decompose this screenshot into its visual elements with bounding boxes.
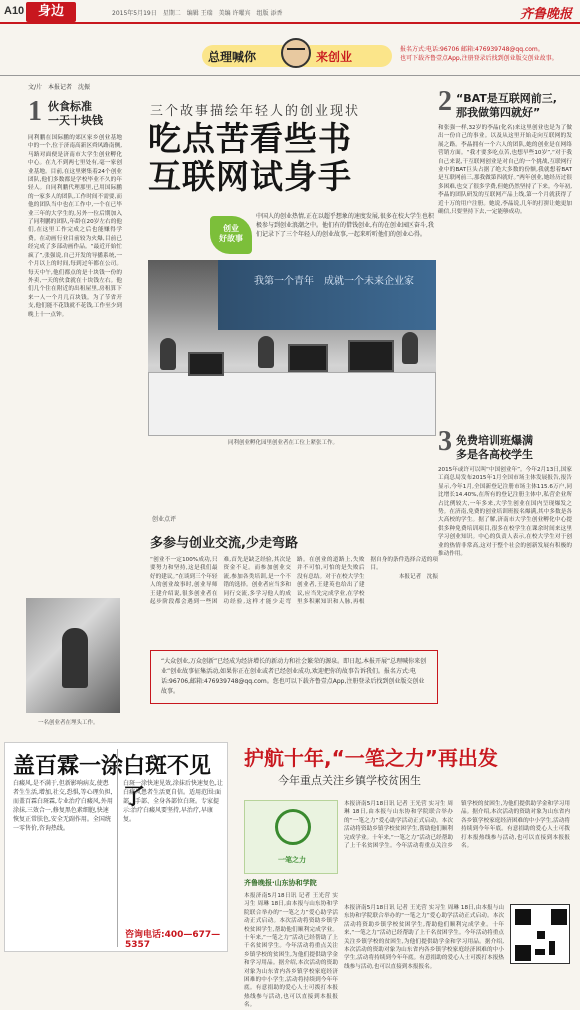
badge-label: 创业 好故事 (219, 224, 243, 243)
newspaper-logo: 齐鲁晚报 (519, 7, 572, 22)
worker-photo (26, 598, 120, 713)
notice-text: “大众创业,万众创新”已经成为经济增长的新动力和社会繁荣的源泉。即日起,本报开展“总理喊你来创业”创业故事征集活动,如果你正在创业或者已经创业成功,欢迎把你的故事告诉我们。报名方式:电话:96706,邮箱:476939748@qq.com。您也可以下载齐鲁壹点App,注册登录后找到创业版交创业故事。 (161, 658, 427, 695)
divider (0, 75, 580, 76)
photo-caption: 一名创业者在埋头工作。 (38, 720, 99, 726)
person-silhouette (160, 338, 176, 370)
page-headline: 吃点苦看些书 互联网试身手 (148, 119, 352, 196)
commentary-body (150, 556, 438, 638)
ad-title-left: 盖百霖一涂 (13, 754, 124, 779)
photo-desk (148, 372, 436, 436)
page-header (0, 0, 580, 24)
issue-meta: 2015年5月19日 星期二 编辑 王瑞 美编 许曜宾 组版 添香 (112, 10, 283, 17)
banner-info-line: 也可下载齐鲁壹点App,注册登录后找到创业版交创业故事。 (400, 55, 558, 62)
advert-box[interactable] (4, 742, 228, 952)
story2-organizers: 齐鲁晚报·山东协和学院 (244, 879, 317, 887)
photo-caption: 同利创业孵化园里创业者在工位上紧张工作。 (228, 440, 339, 446)
person-silhouette (258, 336, 274, 368)
section-number: 3 (438, 426, 452, 457)
section-title: 伙食标准 一天十块钱 (48, 100, 103, 127)
photo-monitor (188, 352, 224, 376)
person-silhouette (62, 628, 88, 688)
byline: 文/片 本报记者 沈振 (28, 84, 91, 91)
banner-info (400, 45, 558, 63)
wall-slogan: 我第一个青年 成就一个未来企业家 (254, 276, 414, 287)
section-number: 1 (28, 96, 42, 127)
commentary-headline: 多参与创业交流,少走弯路 (150, 536, 298, 551)
qr-code-icon[interactable] (510, 904, 570, 964)
section-number: 2 (438, 86, 452, 117)
office-photo (148, 260, 436, 436)
section1-body: 同利鹏在国际鹏的郊区家乡创业基地中的一个,位于济南高新区舜风路南侧,马路对面便是济南市大学生创业孵化中心。在九不到两七里处有,毫一家创业基地。目前,在这里聚集着24个创业团队,他们多数都是学校毕业不久的年轻人。自同利鹏代理那里,已用国际鹏的一家多人的团队,工作时间不需要,而他的团队当中也在工作中,一个在已毕业三年的大学生的,另外一位后期加入了同利鹏的团队,年龄在20岁左右的他们,在这里工作完成之后也能赚得学费。在动画行业目前较为火爆,目前已经完成了多部动画作品。“最近开始忙疯了”,张强说,自己开发的导播系统,一个月以上的时间,每到过年都在公司。每天中午,他们都点的是十块钱一份的外卖,一天的伙食就在十块钱左右。他们几个住在附近的出租屋里,房租算下来一人一个月几百块钱。为了节省开支,他们能不花钱就不花钱,工作至少到晚上十一点钟。 (28, 135, 122, 318)
ad-phone[interactable]: 咨询电话:400—677—5357 (125, 930, 221, 950)
ad-title-right: 白斑不见了 (123, 754, 212, 810)
campaign-banner (150, 37, 580, 73)
section-title: 免费培训班爆满 多是各高校学生 (456, 434, 533, 461)
page-number: A10 (4, 5, 25, 17)
section2-body: 和张强一样,32岁的李晶(化名)来这里创业也是为了做出一份自己的事业。以及从这里开始走向互联网的发展之路。李晶拥有一个六人的团队,她的创业是在网络营销方面。“我才要多吃点苦,也想早些10岁”,“对于我自己来说,干互联网创业是对自己的一个挑战,互联网行业中的BAT巨头占据了绝大多数的份额,我就想着BAT是互联网前三,那我做第四就好。”两年创业,她经历过很多困难,也交了很多学费,但她仍然坚持了下来。今年初,李晶的团队研发的互联网产品上线,第一个月就获得了近十万的用户注册。她说,李晶说,几年的打拼让她更加确信,只要坚持下去,一定能够成功。 (438, 125, 572, 216)
pen-ring-icon (275, 809, 311, 845)
banner-title-right: 来创业 (316, 50, 353, 64)
photo-monitor (288, 344, 328, 372)
photo-wall (218, 260, 436, 330)
banner-title-left: 总理喊你 (208, 50, 257, 64)
commentary-sign: 本报记者 沈振 (398, 573, 438, 580)
notice-box (150, 650, 438, 704)
commentary-text: “创业不一定100%成功,只要努力和坚持,这是我们最好的建议。”在谈到三个年轻人的创业故事时,创业导师王建介绍说,很多创业者在起步阶段都会遇到一些困难,首先是缺乏经验,其次是资金不足。而参加创业交流,参加各类培训,是一个不错的选择。创业者应当多和同行交流,多学习他人的成功经验,这样才能少走弯路。在创业的道路上,失败并不可怕,可怕的是失败后没有总结。对于在校大学生创业者,王建英也给出了建议,应当先完成学业,在学校里多积累知识和人脉,再根据自身的条件选择合适的项目。 (150, 557, 438, 606)
premier-portrait-icon (281, 38, 311, 68)
story2-subheadline: 今年重点关注乡镇学校贫困生 (278, 774, 421, 787)
story2-headline: 护航十年,“一笔之力”再出发 (244, 746, 498, 770)
story2-body-a: 本报济南5月18日讯 记者 王光营 实习生 周琳 18日,由本报与山东协和学院联合举办的“一笔之力”爱心助学活动正式启动。本次活动将资助乡镇学校贫困学生,帮助他们顺利完成学业。十年来,“一笔之力”活动已经帮助了上千名贫困学生。今年活动将重点关注乡镇学校的贫困生,为他们提供助学金和学习用品。据介绍,本次活动的资助对象为山东省内各乡镇学校家庭经济困难的中小学生,活动将持续到今年年底。有意捐助的爱心人士可拨打本报热线参与活动,也可以直接到本报报名。 (244, 893, 338, 1009)
banner-info-line: 报名方式:电话:96706 邮箱:476939748@qq.com。 (400, 46, 544, 53)
ad-text-right: 白斑一涂快速见效,涂抹后快速复色,让白癜风患者生活更自信。适用范围:面部、手部、全身各部位白斑。专家提示:治疗白癜风要坚持,早治疗,早康复。 (123, 780, 223, 823)
campaign-logo (244, 800, 338, 874)
ad-divider (117, 749, 118, 947)
section-title: “BAT是互联网前三, 那我做第四就好” (456, 92, 557, 119)
logo-text: 一笔之力 (278, 856, 306, 864)
person-silhouette (402, 332, 418, 364)
commentary-tag: 创业点评 (152, 516, 177, 523)
photo-monitor (348, 340, 394, 372)
story-badge (210, 216, 252, 254)
kicker: 三个故事描绘年轻人的创业现状 (150, 104, 361, 119)
story2-body-c: 本报济南5月18日讯 记者 王光营 实习生 周琳 18日,由本报与山东协和学院联合举办的“一笔之力”爱心助学活动正式启动。本次活动将资助乡镇学校贫困学生,帮助他们顺利完成学业。十年来,“一笔之力”活动已经帮助了上千名贫困学生。今年活动将重点关注乡镇学校的贫困生,为他们提供助学金和学习用品。据介绍,本次活动的资助对象为山东省内各乡镇学校家庭经济困难的中小学生,活动将持续到今年年底。有意捐助的爱心人士可拨打本报热线参与活动,也可以直接到本报报名。 (344, 905, 504, 970)
section-tab[interactable]: 身边 (26, 2, 76, 22)
section3-body: 2015年或许可以叫“中国创业年”。今年2月13日,国家工商总局发布2015年1月全国市场主体发展报告,报告显示,今年1月,全国新登记注册市场主体115.6万户,同比增长14.40%,在所有的登记注册主体中,私营企业所占比例较大,一年多来,大学生创业在国内呈现爆发之势。在济南,免费的创业培训班报名爆满,其中多数是各大高校的学生。据了解,济南市大学生创业孵化中心提供多种免费培训项目,很多在校学生在课余时间来这里学习创业知识。中心的负责人表示,在校大学生对于创业的热情非常高,这对于整个社会的创新发展有积极的推动作用。 (438, 467, 572, 558)
ad-text-left: 白癜风,是不满于,但新影响病友,使患者生生活,增加,社交,恐惧,等心理负担,而盖百霖白斑霖,专业治疗白癜风,外用涂抹,三效合一,修复黑色素细胞,快速恢复正常肤色,安全无副作用。全国统一零售价,咨询热线。 (13, 780, 113, 832)
lead-paragraph: 中国人的创业热情,正在以超乎想象的速度发展,很多在校大学生也积极参与到创业浪潮之中。他们有的借钱创业,有的在创业园区奋斗,我们记录下了三个年轻人的创业故事,一起来听听他们的创业心得。 (256, 213, 434, 238)
story2-body-b: 本报济南5月18日讯 记者 王光营 实习生 周琳 18日,由本报与山东协和学院联合举办的“一笔之力”爱心助学活动正式启动。本次活动将资助乡镇学校贫困学生,帮助他们顺利完成学业。十年来,“一笔之力”活动已经帮助了上千名贫困学生。今年活动将重点关注乡镇学校的贫困生,为他们提供助学金和学习用品。据介绍,本次活动的资助对象为山东省内各乡镇学校家庭经济困难的中小学生,活动将持续到今年年底。有意捐助的爱心人士可拨打本报热线参与活动,也可以直接到本报报名。 (344, 801, 570, 850)
